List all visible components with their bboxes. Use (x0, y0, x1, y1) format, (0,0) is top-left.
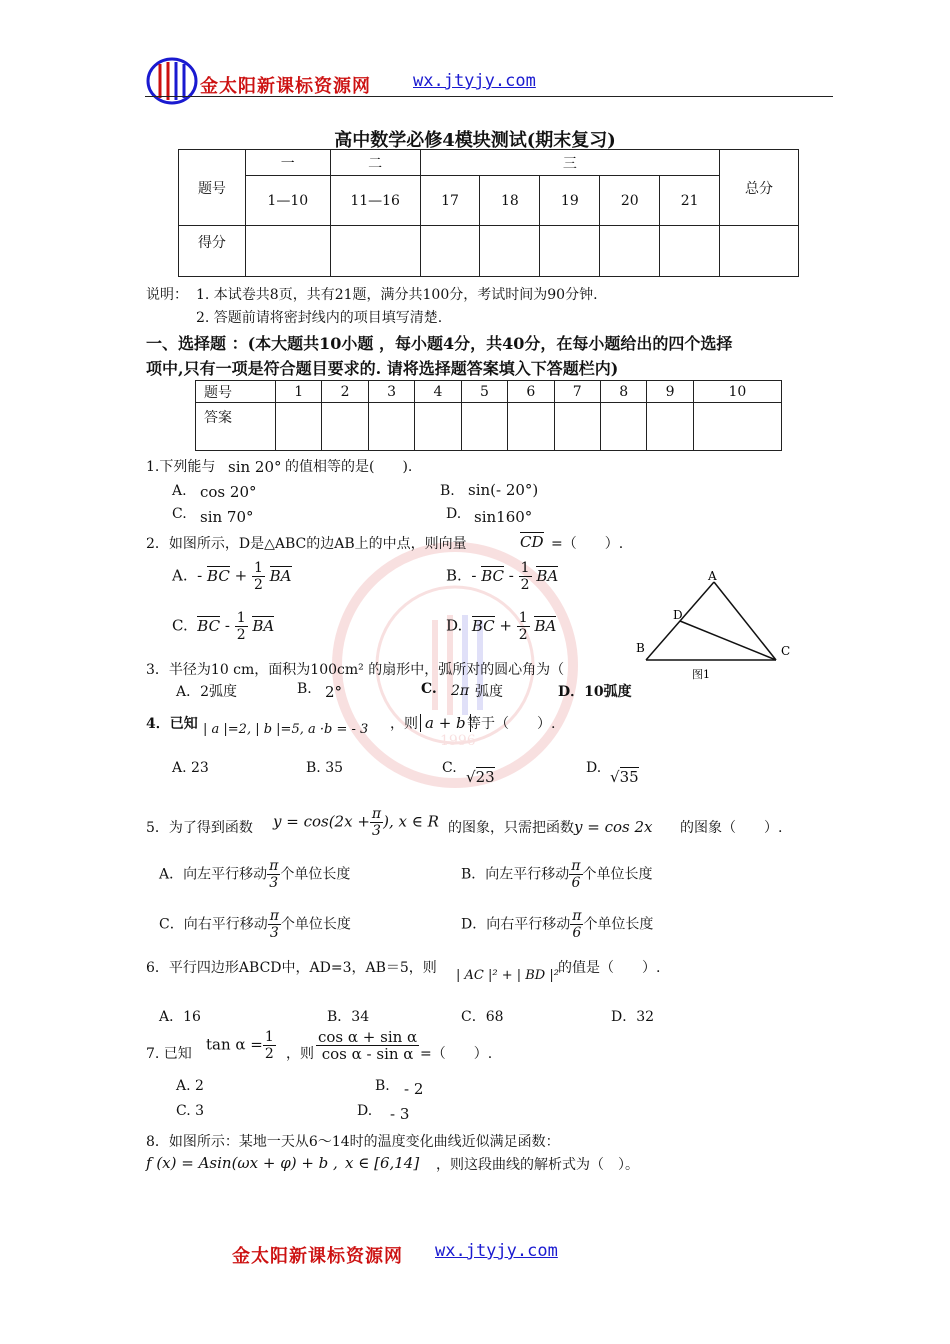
q3-option-b-value: 2° (325, 683, 343, 701)
answer-cell[interactable] (276, 403, 322, 451)
vector: BC (471, 616, 495, 635)
q5-option-c: C．向右平行移动 $\frac{\pi}{3}$ 个单位长度 (159, 908, 351, 941)
operator: + (499, 616, 512, 635)
q2-option-b (446, 560, 558, 593)
column-header: 11—16 (330, 176, 420, 226)
q6-stem-tail: 的值是（ ）. (558, 960, 661, 976)
vertex-c-label: C (781, 644, 791, 658)
answer-row-label: 答案 (196, 403, 276, 451)
q2-option-c (172, 610, 274, 643)
vector: BA (252, 616, 275, 635)
fraction: $\frac{1}{2}$ (518, 610, 528, 643)
vector: BC (197, 616, 221, 635)
score-cell[interactable] (540, 226, 600, 277)
q4-option-a: A. 23 (172, 760, 209, 776)
total-header: 总分 (720, 150, 799, 226)
section-header-1: 一 (245, 150, 330, 176)
question-number: 5 (461, 381, 507, 403)
score-cell[interactable] (330, 226, 420, 277)
figure-caption: 图1 (692, 668, 710, 681)
vector: BC (207, 566, 230, 585)
q3-option-c-value: 2π (451, 683, 470, 699)
question-number: 1 (276, 381, 322, 403)
column-header: 20 (600, 176, 660, 226)
column-header: 1—10 (245, 176, 330, 226)
section-header-3: 三 (420, 150, 720, 176)
q7-stem-tail: =（ ）. (420, 1046, 493, 1062)
q3-option-d: D．10弧度 (558, 684, 632, 700)
q6-option-b: B．34 (327, 1009, 370, 1025)
q6-option-a: A．16 (159, 1009, 201, 1025)
question-number: 7 (554, 381, 600, 403)
q1-option-b-value: sin(- 20°) (468, 481, 539, 499)
q6-expression: | AC |² + | BD |² (456, 968, 559, 983)
q5-stem-tail: 的图象（ ）. (680, 820, 783, 836)
q1-option-d: D. (446, 506, 462, 522)
q7-stem: 7. 已知 (146, 1046, 192, 1062)
question-number: 10 (693, 381, 781, 403)
score-table-row-label: 题号 (179, 150, 246, 226)
q7-fraction: $\frac{\text{cos α + sin α}}{\text{cos α - sin α}}$ (318, 1028, 418, 1063)
option-letter: D. (446, 616, 463, 635)
q1-option-a-value: cos 20° (200, 483, 257, 501)
brand-name: 金太阳新课标资源网 (200, 76, 371, 97)
q6-stem: 6．平行四边形ABCD中，AD=3，AB＝5，则 (146, 960, 437, 976)
footer-brand: 金太阳新课标资源网 (232, 1246, 403, 1267)
q2-stem: 2．如图所示，D是△ABC的边AB上的中点，则向量 (146, 536, 467, 552)
fraction: $\frac{1}{2}$ (253, 560, 263, 593)
section-1-heading-line-1: 一、选择题 ：(本大题共10小题 ，每小题4分，共40分，在每小题给出的四个选择 (146, 334, 733, 353)
brand-url-link[interactable]: wx.jtyjy.com (413, 71, 536, 91)
q7-option-b-value: - 2 (404, 1080, 424, 1098)
q7-stem-mid: ，则 (286, 1046, 314, 1062)
q3-option-b: B. (297, 681, 312, 697)
q8-domain: x ∈ [6,14] (345, 1154, 420, 1172)
q1-expression: sin 20° (228, 458, 282, 476)
score-cell[interactable] (600, 226, 660, 277)
score-cell[interactable] (660, 226, 720, 277)
q4-condition: | a |=2, | b |=5, a ·b = - 3 (203, 722, 369, 737)
question-number: 4 (415, 381, 461, 403)
q7-option-d-value: - 3 (390, 1105, 410, 1123)
footer-url-link[interactable]: wx.jtyjy.com (435, 1241, 558, 1261)
q2-vector: CD (520, 533, 544, 551)
notes-line-2: 2. 答题前请将密封线内的项目填写清楚. (196, 310, 443, 326)
q3-option-c-suffix: 弧度 (475, 684, 503, 700)
section-header-2: 二 (330, 150, 420, 176)
q4-stem: 4．已知 (146, 716, 198, 732)
q7-option-a: A. 2 (176, 1078, 204, 1094)
operator: - (197, 566, 203, 585)
answer-cell[interactable] (415, 403, 461, 451)
q4-option-c: C. (442, 760, 457, 776)
answer-table-row-label: 题号 (196, 381, 276, 403)
q5-stem: 5．为了得到函数 (146, 820, 253, 836)
q1-option-c-value: sin 70° (200, 508, 254, 526)
answer-cell[interactable] (508, 403, 554, 451)
notes-line-1: 1. 本试卷共8页，共有21题，满分共100分，考试时间为90分钟. (196, 287, 598, 303)
q4-stem-tail: 等于（ ）. (467, 716, 556, 732)
operator: - (224, 616, 230, 635)
q7-option-c: C. 3 (176, 1103, 205, 1119)
score-table (178, 149, 799, 277)
column-header: 18 (480, 176, 540, 226)
question-number: 6 (508, 381, 554, 403)
q4-expression: a + b (420, 714, 471, 732)
header-rule (145, 96, 833, 97)
vector: BA (536, 566, 559, 585)
q4-option-d-value: √35 (610, 768, 639, 786)
q8-stem-tail: ，则这段曲线的解析式为（ ）。 (436, 1157, 639, 1173)
vector: BA (269, 566, 292, 585)
answer-table (195, 380, 782, 451)
q3-stem: 3．半径为10 cm，面积为100cm² 的扇形中，弧所对的圆心角为（ (146, 662, 565, 678)
vertex-a-label: A (708, 569, 717, 583)
operator: - (508, 566, 514, 585)
page-title: 高中数学必修4模块测试(期末复习) (334, 130, 616, 151)
q6-option-d: D．32 (611, 1009, 655, 1025)
section-1-heading-line-2: 项中,只有一项是符合题目要求的. 请将选择题答案填入下答题栏内) (146, 359, 619, 378)
q7-option-d: D. (357, 1103, 373, 1119)
vector: BC (481, 566, 504, 585)
score-cell[interactable] (245, 226, 330, 277)
q2-option-a (172, 560, 292, 593)
q1-option-c: C. (172, 506, 187, 522)
option-letter: C. (172, 616, 188, 635)
q2-stem-tail: =（ ）. (551, 536, 624, 552)
q4-stem-mid: ，则 (390, 716, 418, 732)
q5-option-d: D．向右平行移动 $\frac{\pi}{6}$ 个单位长度 (461, 908, 654, 941)
answer-cell[interactable] (600, 403, 646, 451)
vector: BA (534, 616, 557, 635)
logo-icon (146, 56, 198, 106)
q6-option-c: C．68 (461, 1009, 504, 1025)
column-header: 19 (540, 176, 600, 226)
q4-option-c-value: √23 (466, 768, 495, 786)
watermark-year: 1996 (440, 733, 476, 749)
answer-cell[interactable] (647, 403, 693, 451)
q8-stem: 8．如图所示：某地一天从6～14时的温度变化曲线近似满足函数： (146, 1134, 560, 1150)
answer-cell[interactable] (554, 403, 600, 451)
q7-option-b: B. (375, 1078, 390, 1094)
q1-option-b: B. (440, 483, 455, 499)
question-number: 8 (600, 381, 646, 403)
q5-stem-mid: 的图象，只需把函数 (448, 820, 574, 836)
q4-option-d: D. (586, 760, 602, 776)
question-number: 3 (368, 381, 414, 403)
vertex-d-label: D (673, 608, 683, 622)
q1-option-d-value: sin160° (474, 508, 533, 526)
q1-option-a: A. (172, 483, 187, 499)
column-header: 17 (420, 176, 480, 226)
q5-option-b: B．向左平行移动 $\frac{\pi}{6}$ 个单位长度 (461, 858, 653, 891)
score-cell[interactable] (480, 226, 540, 277)
question-number: 9 (647, 381, 693, 403)
fraction: $\frac{1}{2}$ (236, 610, 246, 643)
option-letter: B. (446, 566, 462, 585)
column-header: 21 (660, 176, 720, 226)
q5-function-2: y = cos 2x (574, 818, 653, 836)
score-cell[interactable] (420, 226, 480, 277)
q1-stem-tail: 的值相等的是( ). (285, 459, 413, 475)
notes-prefix: 说明： (146, 287, 188, 303)
answer-cell[interactable] (693, 403, 781, 451)
q7-tan-expression: tan α = $\frac{1}{2}$ (206, 1029, 274, 1062)
operator: + (234, 566, 248, 585)
answer-cell[interactable] (461, 403, 507, 451)
q3-option-a: A．2弧度 (176, 684, 238, 700)
fraction: $\frac{1}{2}$ (520, 560, 530, 593)
vertex-b-label: B (636, 641, 645, 655)
option-letter: A. (172, 566, 188, 585)
operator: - (471, 566, 477, 585)
answer-cell[interactable] (322, 403, 368, 451)
score-cell[interactable] (720, 226, 799, 277)
q5-function: y = cos(2x + $\frac{\pi}{3}$ ), x ∈ R (273, 806, 439, 839)
q1-stem: 1.下列能与 (146, 459, 216, 475)
question-number: 2 (322, 381, 368, 403)
score-row-label: 得分 (179, 226, 246, 277)
q5-option-a: A．向左平行移动 $\frac{\pi}{3}$ 个单位长度 (159, 858, 351, 891)
q2-option-d (446, 610, 556, 643)
triangle-figure (630, 568, 800, 683)
q4-option-b: B. 35 (306, 760, 344, 776)
answer-cell[interactable] (368, 403, 414, 451)
q8-function: f (x) = Asin(ωx + φ) + b , (146, 1154, 338, 1172)
q3-option-c: C. (421, 681, 437, 697)
